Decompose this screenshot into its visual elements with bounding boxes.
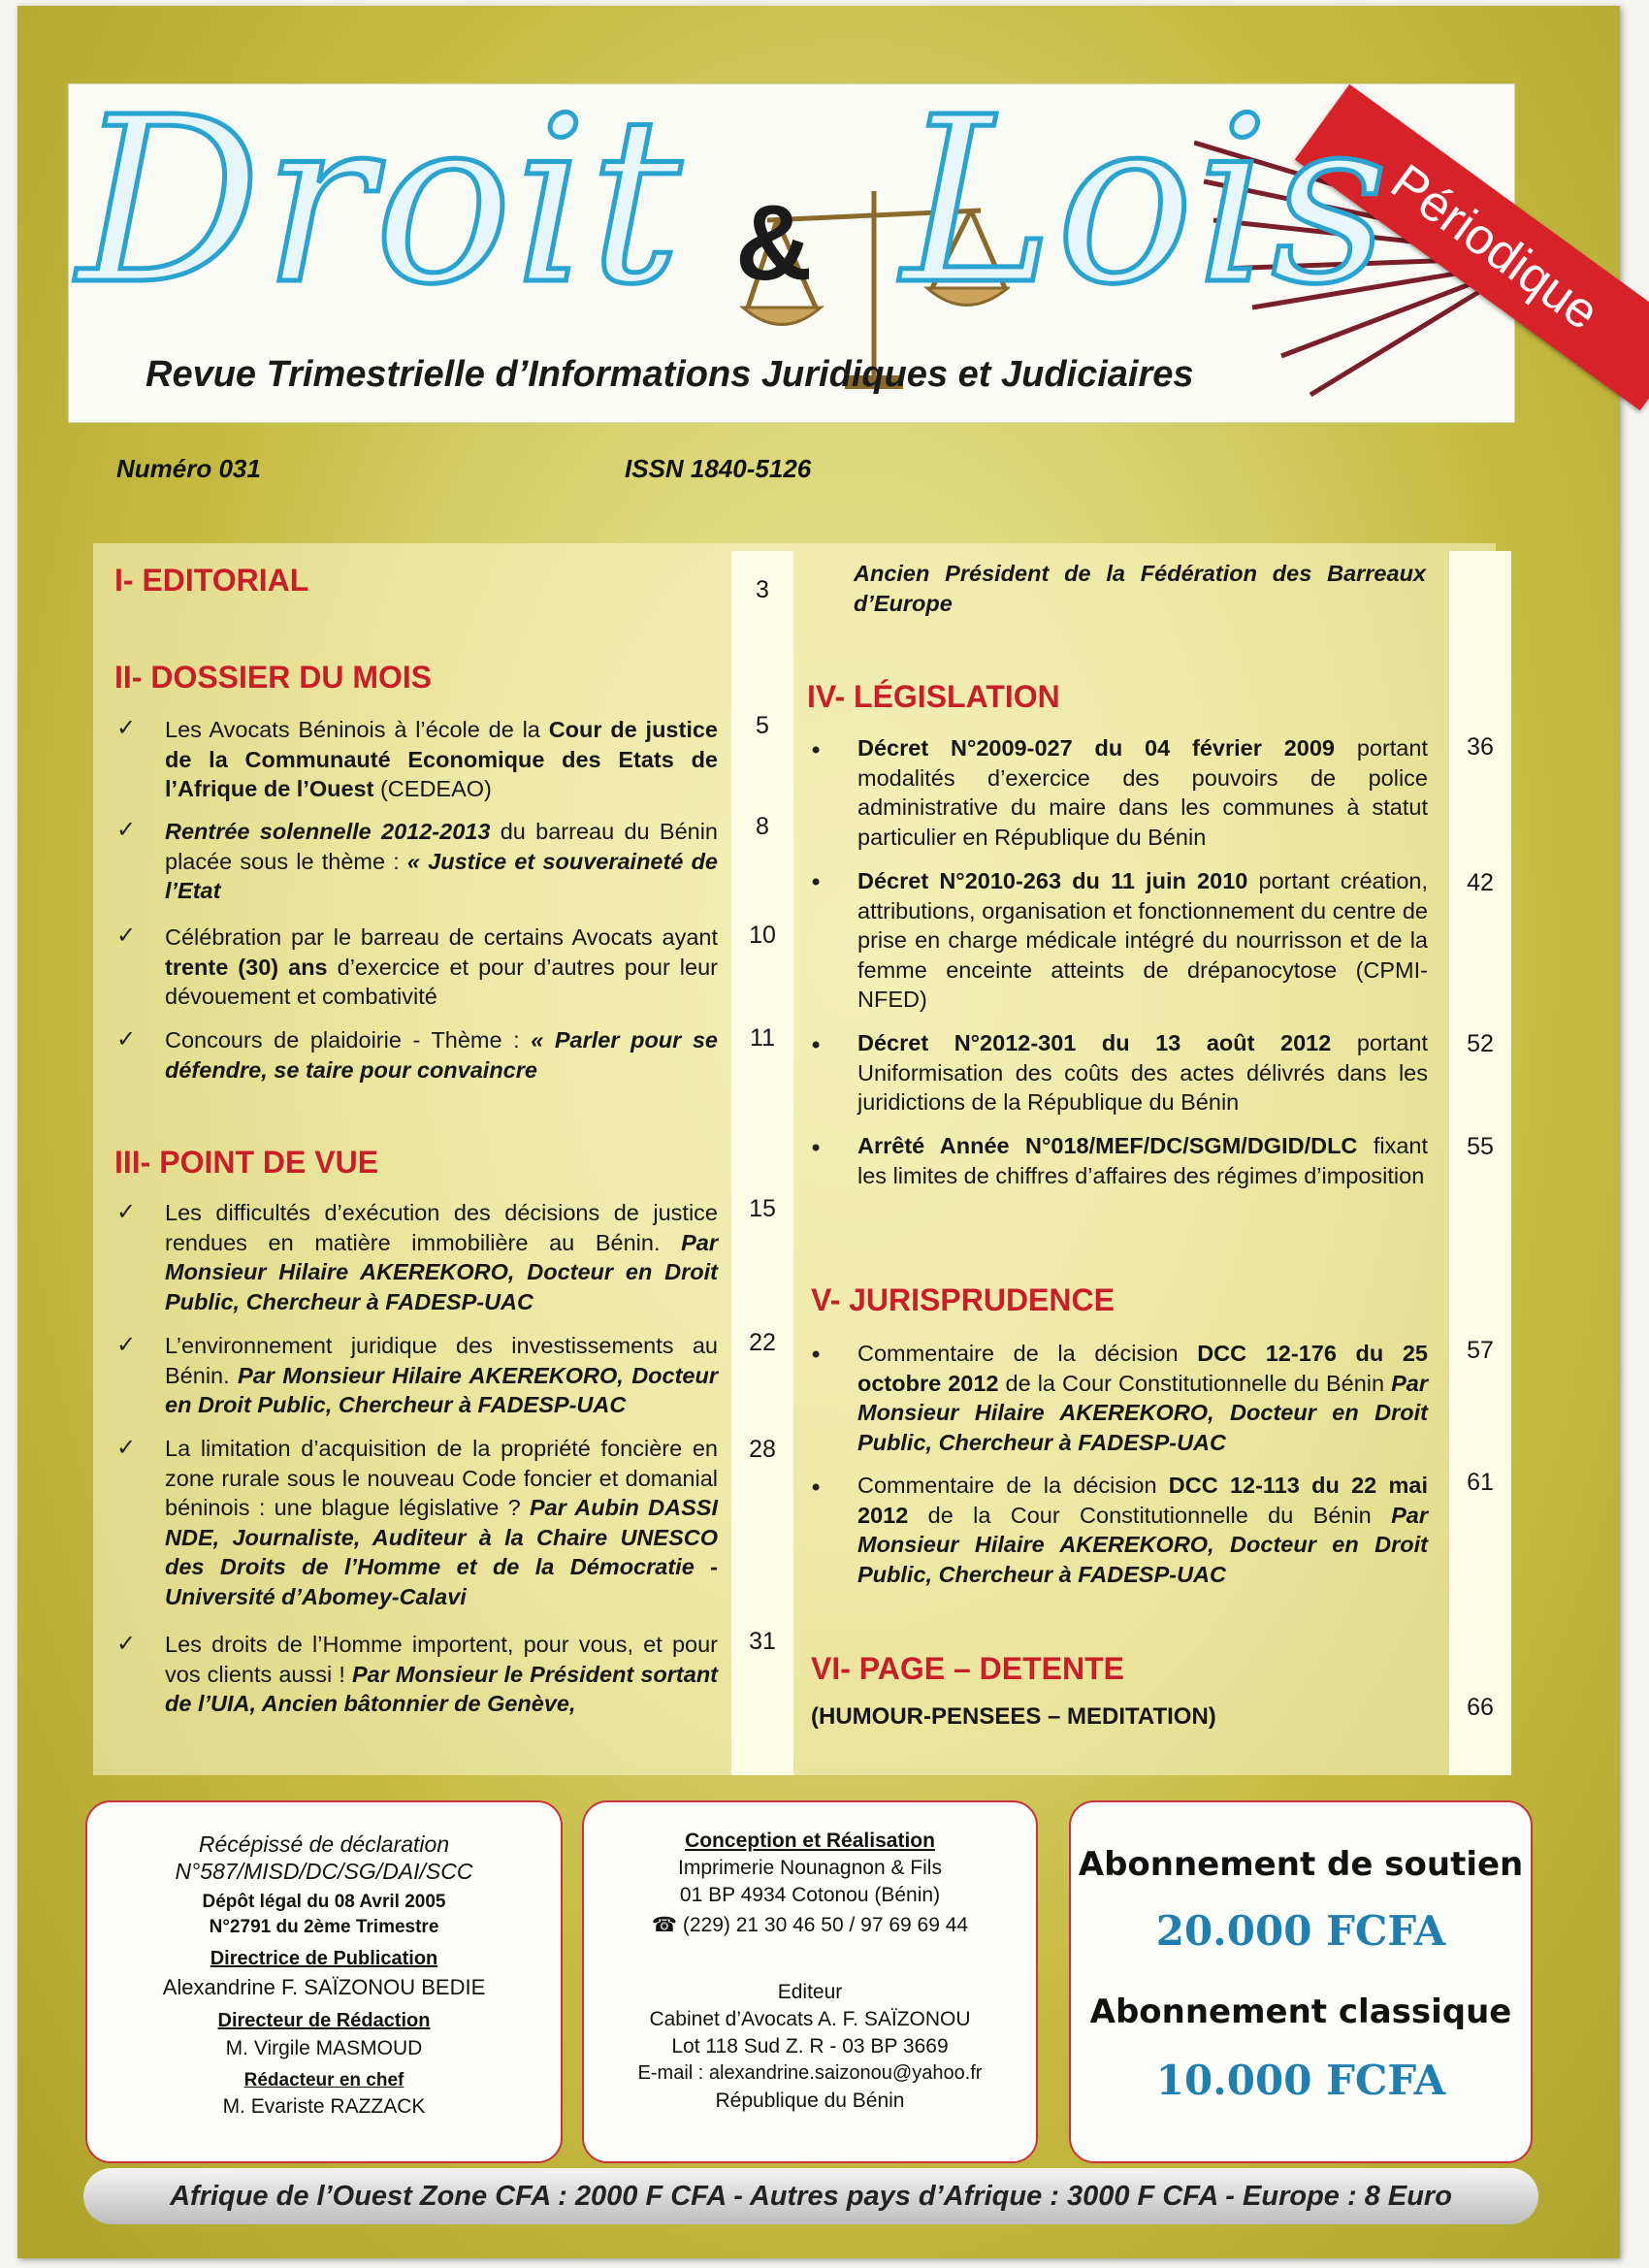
page-number: 11 [750, 1024, 775, 1052]
page-number: 57 [1467, 1337, 1494, 1364]
toc-item: Décret N°2010-263 du 11 juin 2010 portant création, attributions, organisation et fonctionnement du centre de prise en charge médicale intégré du nourrisson et de la femme enceinte atteints de drépanocytose (CPMI-NFED) [857, 868, 1429, 1012]
page-number: 15 [749, 1195, 776, 1222]
periodique-ribbon: Périodique [1295, 84, 1649, 410]
page-number: 36 [1467, 733, 1494, 761]
check-icon: ✓ [116, 1025, 137, 1053]
page-number: 3 [756, 576, 769, 603]
logo-ampersand: & [735, 183, 813, 303]
check-icon: ✓ [116, 1630, 137, 1657]
section-editorial: I- EDITORIAL [114, 563, 309, 598]
toc-item: Décret N°2012-301 du 13 août 2012 portant Uniformisation des coûts des actes délivrés dans les juridictions de la République du Bénin [857, 1030, 1428, 1115]
section-jurisprudence: V- JURISPRUDENCE [811, 1282, 1115, 1317]
publication-info-box: Récépissé de déclaration N°587/MISD/DC/SG/DAI/SCC Dépôt légal du 08 Avril 2005 N°2791 du 2ème Trimestre Directrice de Publication Alexandrine F. SAÏZONOU BEDIE Directeur de Rédaction M. Virgile MASMOUD Rédacteur en chef M. Evariste RAZZACK [85, 1800, 563, 2163]
check-icon: ✓ [116, 922, 137, 949]
check-icon: ✓ [116, 1331, 137, 1358]
logo-lois: Lois [902, 68, 1391, 335]
toc-item: Les Avocats Béninois à l’école de la Cour de justice de la Communauté Economique des Etats de l’Afrique de l’Ouest (CEDEAO) [165, 717, 718, 801]
toc-item: Rentrée solennelle 2012-2013 du barreau du Bénin placée sous le thème : « Justice et souveraineté de l’Etat [165, 819, 718, 903]
page-number: 8 [756, 813, 769, 840]
subscription-box: Abonnement de soutien 20.000 FCFA Abonnement classique 10.000 FCFA [1069, 1800, 1533, 2163]
check-icon: ✓ [116, 1198, 137, 1225]
page-number: 55 [1467, 1133, 1494, 1160]
issue-number: Numéro 031 [116, 454, 261, 483]
issn: ISSN 1840-5126 [625, 454, 812, 483]
toc-item: Arrêté Année N°018/MEF/DC/SGM/DGID/DLC fixant les limites de chiffres d’affaires des régimes d’imposition [857, 1133, 1428, 1188]
toc-item: L’environnement juridique des investissements au Bénin. Par Monsieur Hilaire AKEREKORO, Docteur en Droit Public, Chercheur à FADESP-UAC [165, 1333, 718, 1417]
toc-item: Les droits de l’Homme importent, pour vous, et pour vos clients aussi ! Par Monsieur le Président sortant de l’UIA, Ancien bâtonnier de Genève, [165, 1632, 719, 1716]
logo-droit: Droit [78, 68, 684, 335]
page-number: 5 [756, 712, 769, 739]
check-icon: ✓ [116, 816, 137, 843]
realisation-info-box: Conception et Réalisation Imprimerie Nounagnon & Fils 01 BP 4934 Cotonou (Bénin) ☎ (229) 21 30 46 50 / 97 69 69 44 Editeur Cabinet d’Avocats A. F. SAÏZONOU Lot 118 Sud Z. R - 03 BP 3669 E-mail : alexandrine.saizonou@yahoo.fr République du Bénin [582, 1800, 1038, 2163]
page-number: 42 [1467, 869, 1494, 896]
page-number: 10 [749, 922, 776, 949]
price-footer: Afrique de l’Ouest Zone CFA : 2000 F CFA - Autres pays d’Afrique : 3000 F CFA - Europe : 8 Euro [83, 2168, 1538, 2224]
section-detente: VI- PAGE – DETENTE [811, 1651, 1125, 1686]
toc-item: Décret N°2009-027 du 04 février 2009 portant modalités d’exercice des pouvoirs de police administrative du maire dans les communes à statut particulier en République du Bénin [857, 735, 1428, 850]
page-number: 61 [1467, 1469, 1494, 1496]
page-number: 52 [1467, 1030, 1494, 1057]
bullet-icon: • [809, 869, 824, 896]
section-dossier: II- DOSSIER DU MOIS [114, 660, 433, 695]
bullet-icon: • [809, 737, 824, 764]
detente-subtitle: (HUMOUR-PENSEES – MEDITATION) [811, 1703, 1216, 1730]
bullet-icon: • [809, 1474, 824, 1502]
check-icon: ✓ [116, 1434, 137, 1461]
section-legislation: IV- LÉGISLATION [807, 679, 1060, 714]
bullet-icon: • [809, 1032, 824, 1059]
check-icon: ✓ [116, 714, 137, 741]
phone-icon: ☎ [651, 1914, 683, 1936]
toc-item-continuation: Ancien Président de la Fédération des Barreaux d’Europe [854, 561, 1426, 616]
toc-item: Les difficultés d’exécution des décisions de justice rendues en matière immobilière au Bénin. Par Monsieur Hilaire AKEREKORO, Docteur en Droit Public, Chercheur à FADESP-UAC [165, 1200, 718, 1314]
magazine-subtitle: Revue Trimestrielle d’Informations Juridiques et Judiciaires [146, 354, 1194, 395]
page-number: 22 [749, 1329, 776, 1356]
toc-item: Commentaire de la décision DCC 12-113 du 22 mai 2012 de la Cour Constitutionnelle du Bénin Par Monsieur Hilaire AKEREKORO, Docteur en Droit Public, Chercheur à FADESP-UAC [857, 1473, 1428, 1587]
page-number: 66 [1467, 1694, 1494, 1721]
toc-item: La limitation d’acquisition de la propriété foncière en zone rurale sous le nouveau Code foncier et domanial béninois : une blague législative ? Par Aubin DASSI NDE, Journaliste, Auditeur à la Chaire UNESCO des Droits de l’Homme et de la Démocratie - Université d’Abomey-Calavi [165, 1436, 718, 1609]
page-number: 31 [749, 1628, 776, 1655]
toc-item: Concours de plaidoirie - Thème : « Parler pour se défendre, se taire pour convaincre [165, 1027, 719, 1083]
page-number: 28 [749, 1436, 776, 1463]
bullet-icon: • [809, 1135, 824, 1162]
bullet-icon: • [809, 1342, 824, 1369]
toc-item: Commentaire de la décision DCC 12-176 du 25 octobre 2012 de la Cour Constitutionnelle du Bénin Par Monsieur Hilaire AKEREKORO, Docteur en Droit Public, Chercheur à FADESP-UAC [857, 1341, 1429, 1455]
section-point-de-vue: III- POINT DE VUE [114, 1145, 379, 1180]
toc-item: Célébration par le barreau de certains Avocats ayant trente (30) ans d’exercice et pour d’autres pour leur dévouement et combativité [165, 924, 718, 1009]
